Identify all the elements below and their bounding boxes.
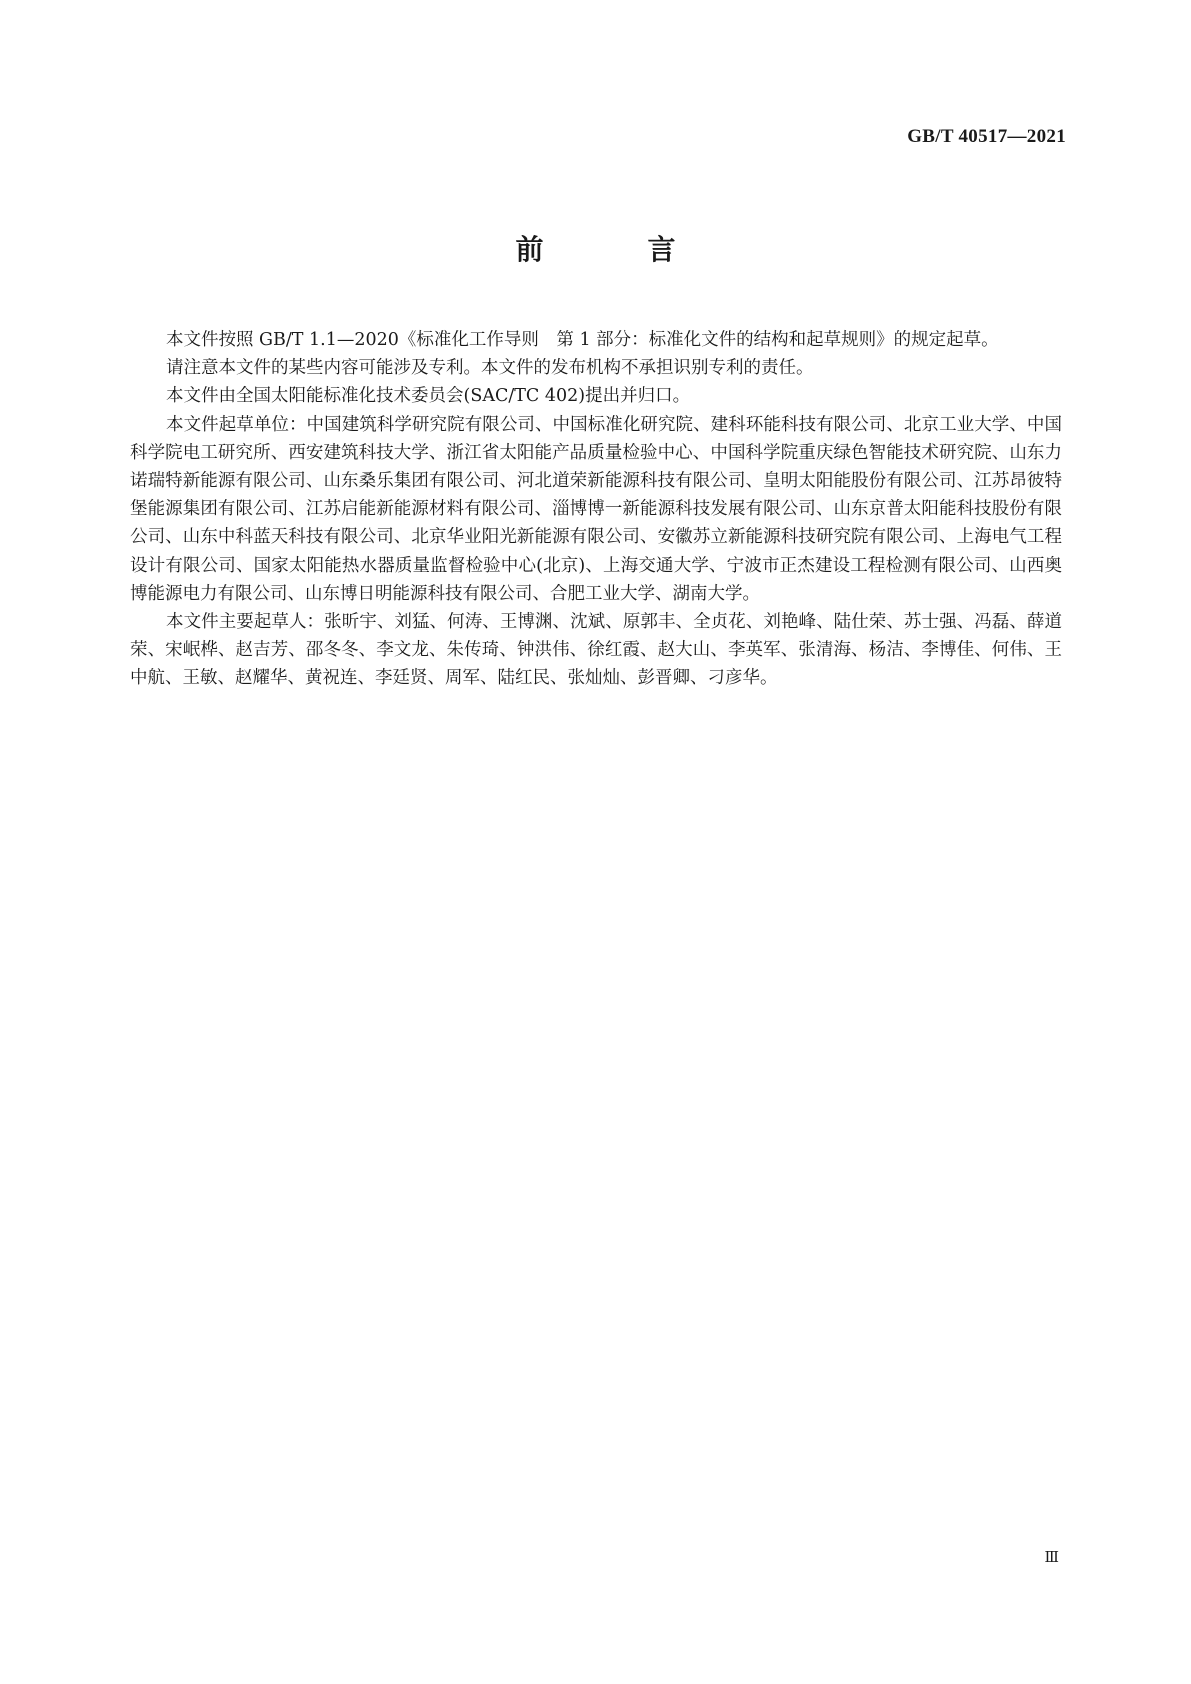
paragraph-drafters: 本文件主要起草人：张昕宇、刘猛、何涛、王博渊、沈斌、原郭丰、全贞花、刘艳峰、陆仕荣、苏士强、冯磊、薛道荣、宋岷桦、赵吉芳、邵冬冬、李文龙、朱传琦、钟洪伟、徐红霞、赵大山、李英军、张清海、杨洁、李博佳、何伟、王中航、王敏、赵耀华、黄祝连、李廷贤、周军、陆红民、张灿灿、彭晋卿、刁彦华。 [130, 612, 1062, 689]
paragraph-drafting-rules: 本文件按照 GB/T 1.1—2020《标准化工作导则 第 1 部分：标准化文件的结构和起草规则》的规定起草。 [166, 330, 999, 350]
page-number: Ⅲ [1044, 1550, 1058, 1566]
paragraph-drafting-units: 本文件起草单位：中国建筑科学研究院有限公司、中国标准化研究院、建科环能科技有限公司、北京工业大学、中国科学院电工研究所、西安建筑科技大学、浙江省太阳能产品质量检验中心、中国科学院重庆绿色智能技术研究院、山东力诺瑞特新能源有限公司、山东桑乐集团有限公司、河北道荣新能源科技有限公司、皇明太阳能股份有限公司、江苏昂彼特堡能源集团有限公司、江苏启能新能源材料有限公司、淄博博一新能源科技发展有限公司、山东京普太阳能科技股份有限公司、山东中科蓝天科技有限公司、北京华业阳光新能源有限公司、安徽苏立新能源科技研究院有限公司、上海电气工程设计有限公司、国家太阳能热水器质量监督检验中心(北京)、上海交通大学、宁波市正杰建设工程检测有限公司、山西奥博能源电力有限公司、山东博日明能源科技有限公司、合肥工业大学、湖南大学。 [130, 414, 1062, 604]
paragraph-proposer: 本文件由全国太阳能标准化技术委员会(SAC/TC 402)提出并归口。 [166, 386, 691, 407]
paragraph-patent-notice: 请注意本文件的某些内容可能涉及专利。本文件的发布机构不承担识别专利的责任。 [166, 358, 814, 379]
foreword-body [130, 326, 1062, 693]
page-title: 前 言 [515, 233, 714, 266]
standard-code: GB/T 40517—2021 [907, 126, 1066, 147]
